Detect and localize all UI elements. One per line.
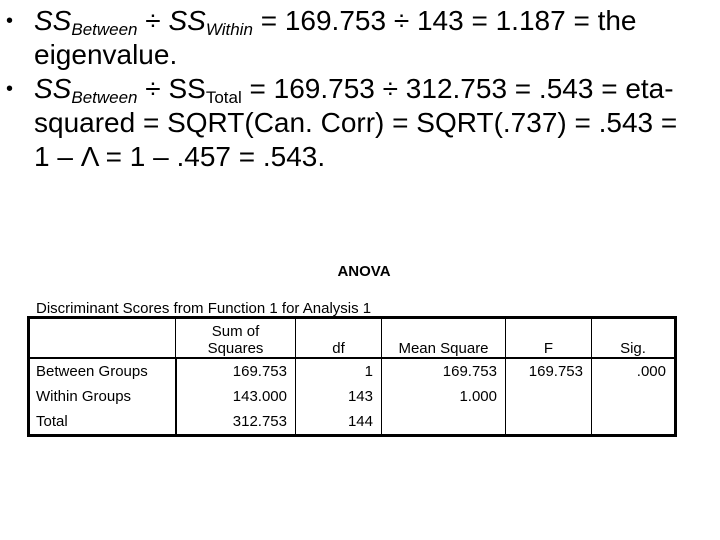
cell-sig: .000 (592, 358, 676, 384)
bullet-marker: • (6, 10, 14, 32)
column-header-df: df (296, 318, 382, 359)
bullet-marker: • (6, 78, 14, 100)
table-row-between-groups (29, 358, 676, 384)
cell-sum-of-squares: 312.753 (176, 409, 296, 436)
anova-caption: Discriminant Scores from Function 1 for Analysis 1 (36, 300, 372, 317)
cell-df: 143 (296, 384, 382, 409)
ss-within-subscript: Within (205, 20, 253, 39)
column-header-f: F (506, 318, 592, 359)
anova-header-row (29, 318, 676, 359)
bullet-eigenvalue (0, 4, 720, 72)
cell-sig (592, 409, 676, 436)
ss-total-subscript: Total (205, 88, 242, 107)
column-header-sum-of-squares: Sum of Squares (176, 318, 296, 359)
cell-mean-square: 169.753 (382, 358, 506, 384)
column-header-mean-square: Mean Square (382, 318, 506, 359)
ss-total-symbol: SS (168, 73, 206, 104)
eigenvalue-equation: = 169.753 ÷ 143 = 1.187 = the eigenvalue. (34, 5, 637, 70)
bullet-list (0, 4, 720, 174)
row-label: Total (29, 409, 176, 436)
table-row-within-groups (29, 384, 676, 409)
row-label: Between Groups (29, 358, 176, 384)
ss-between-symbol: SS (34, 73, 72, 104)
row-label: Within Groups (29, 384, 176, 409)
bullet-eta-squared (0, 72, 720, 174)
cell-df: 144 (296, 409, 382, 436)
cell-df: 1 (296, 358, 382, 384)
cell-sum-of-squares: 143.000 (176, 384, 296, 409)
anova-table (27, 316, 677, 437)
table-row-total (29, 409, 676, 436)
cell-sig (592, 384, 676, 409)
cell-f: 169.753 (506, 358, 592, 384)
ss-between-subscript: Between (71, 20, 138, 39)
ss-between-subscript: Between (71, 88, 138, 107)
divide-operator: ÷ (137, 73, 169, 104)
eta-squared-equation: = 169.753 ÷ 312.753 = .543 = eta-squared = SQRT(Can. Corr) = SQRT(.737) = .543 = 1 – Λ = 1 – .457 = .543. (34, 73, 678, 172)
cell-f (506, 409, 592, 436)
divide-operator: ÷ (137, 5, 169, 36)
cell-mean-square (382, 409, 506, 436)
anova-title: ANOVA (337, 263, 391, 280)
cell-sum-of-squares: 169.753 (176, 358, 296, 384)
ss-within-symbol: SS (168, 5, 206, 36)
column-header-sig: Sig. (592, 318, 676, 359)
ss-between-symbol: SS (34, 5, 72, 36)
cell-f (506, 384, 592, 409)
column-header-blank (29, 318, 176, 359)
cell-mean-square: 1.000 (382, 384, 506, 409)
